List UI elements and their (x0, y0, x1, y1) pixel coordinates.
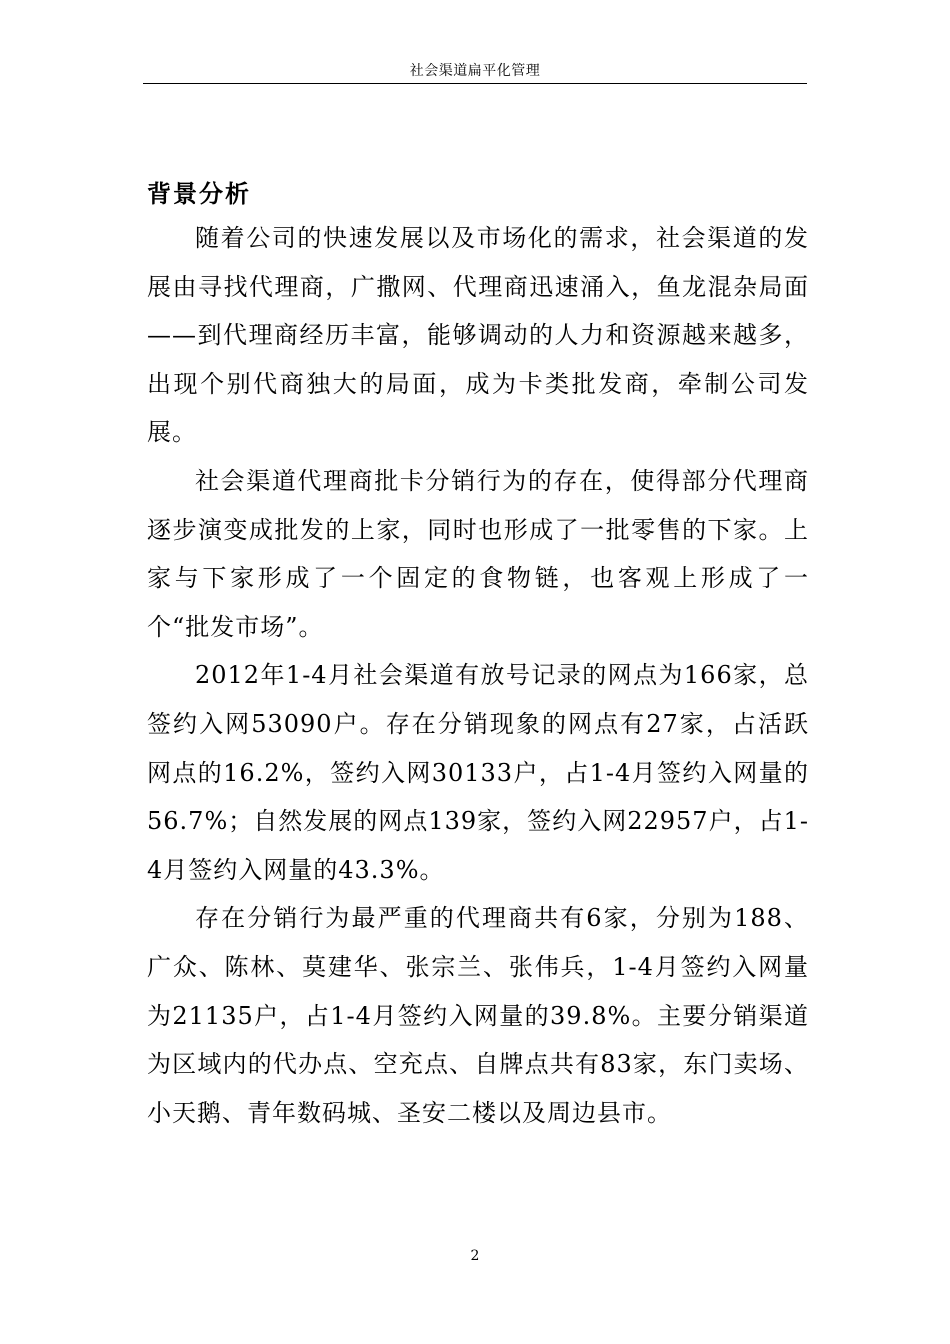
header-rule (143, 83, 807, 84)
paragraph-3: 2012年1-4月社会渠道有放号记录的网点为166家，总签约入网53090户。存在分销现象的网点有27家，占活跃网点的16.2%，签约入网30133户，占1-4月签约入网量的56.7%；自然发展的网点139家，签约入网22957户，占1-4月签约入网量的43.3%。 (147, 661, 809, 884)
paragraph-2: 社会渠道代理商批卡分销行为的存在，使得部分代理商逐步演变成批发的上家，同时也形成了一批零售的下家。上家与下家形成了一个固定的食物链，也客观上形成了一个“批发市场”。 (147, 466, 809, 641)
paragraph-1: 随着公司的快速发展以及市场化的需求，社会渠道的发展由寻找代理商，广撒网、代理商迅速涌入，鱼龙混杂局面——到代理商经历丰富，能够调动的人力和资源越来越多，出现个别代商独大的局面，成为卡类批发商，牵制公司发展。 (147, 224, 809, 447)
header-title: 社会渠道扁平化管理 (409, 63, 541, 79)
page-number: 2 (470, 1248, 480, 1264)
page-body (147, 174, 809, 1137)
page-header (143, 0, 807, 88)
section-heading: 背景分析 (147, 180, 251, 208)
paragraph-4: 存在分销行为最严重的代理商共有6家，分别为188、广众、陈林、莫建华、张宗兰、张伟兵，1-4月签约入网量为21135户，占1-4月签约入网量的39.8%。主要分销渠道为区域内的代办点、空充点、自牌点共有83家，东门卖场、小天鹅、青年数码城、圣安二楼以及周边县市。 (147, 904, 809, 1127)
